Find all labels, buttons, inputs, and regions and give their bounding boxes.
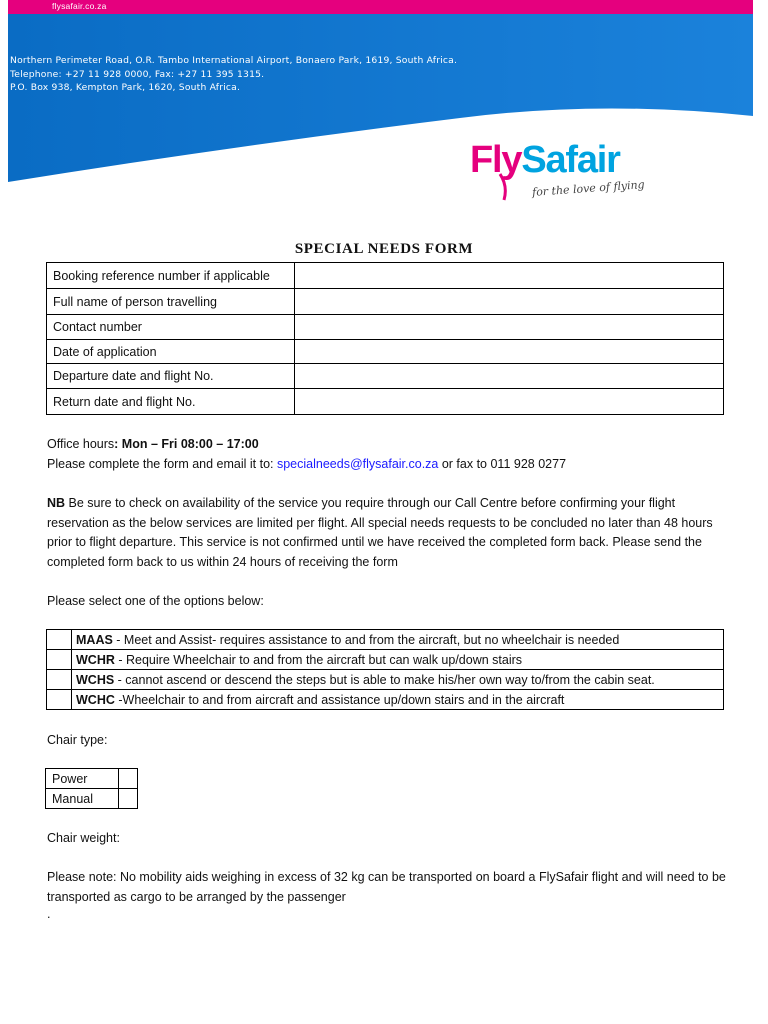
service-options-table xyxy=(46,629,724,710)
nb-text: Be sure to check on availability of the service you require through our Call Centre before confirming your flight reservation as the below services are limited per flight. All special needs requests to be concluded no later than 48 hours prior to flight departure. This service is not confirmed until we have received the completed form back. Please send the completed form back to us within 24 hours of receiving the form xyxy=(47,496,713,569)
trailing-mark: . xyxy=(47,907,51,921)
office-hours: Office hours: Mon – Fri 08:00 – 17:00 xyxy=(47,437,259,451)
field-input[interactable] xyxy=(295,289,724,315)
email-link[interactable]: specialneeds@flysafair.co.za xyxy=(276,456,439,471)
po-box-line: P.O. Box 938, Kempton Park, 1620, South Africa. xyxy=(10,82,241,93)
table-row xyxy=(47,315,724,340)
option-label: WCHR - Require Wheelchair to and from the aircraft but can walk up/down stairs xyxy=(72,650,724,670)
chair-type-option: Manual xyxy=(46,789,119,809)
table-row xyxy=(47,263,724,289)
top-bar xyxy=(8,0,753,14)
option-checkbox[interactable] xyxy=(47,630,72,650)
table-row xyxy=(47,630,724,650)
telephone-line: Telephone: +27 11 928 0000, Fax: +27 11 395 1315. xyxy=(10,68,265,80)
table-row xyxy=(46,769,138,789)
field-label: Return date and flight No. xyxy=(47,389,295,415)
chair-type-checkbox[interactable] xyxy=(119,789,138,809)
field-label: Full name of person travelling xyxy=(47,289,295,315)
field-label: Departure date and flight No. xyxy=(47,364,295,389)
field-label: Contact number xyxy=(47,315,295,340)
select-prompt: Please select one of the options below: xyxy=(47,594,264,608)
address-line: Northern Perimeter Road, O.R. Tambo International Airport, Bonaero Park, 1619, South Africa. xyxy=(10,55,458,66)
table-row xyxy=(47,364,724,389)
field-input[interactable] xyxy=(295,389,724,415)
header-banner xyxy=(0,0,768,200)
logo-tagline: for the love of flying xyxy=(531,178,646,199)
table-row xyxy=(47,340,724,364)
option-checkbox[interactable] xyxy=(47,690,72,710)
option-label: WCHC -Wheelchair to and from aircraft and assistance up/down stairs and in the aircraft xyxy=(72,690,724,710)
table-row xyxy=(47,670,724,690)
table-row xyxy=(47,650,724,670)
option-label: MAAS - Meet and Assist- requires assistance to and from the aircraft, but no wheelchair is needed xyxy=(72,630,724,650)
field-label: Booking reference number if applicable xyxy=(47,263,295,289)
chair-type-table xyxy=(45,768,138,809)
chair-type-label: Chair type: xyxy=(47,733,108,747)
table-row xyxy=(46,789,138,809)
table-row xyxy=(47,289,724,315)
nb-paragraph xyxy=(47,494,727,572)
website-url[interactable]: flysafair.co.za xyxy=(52,1,107,11)
chair-weight-label: Chair weight: xyxy=(47,831,120,845)
company-address xyxy=(10,54,457,95)
option-checkbox[interactable] xyxy=(47,650,72,670)
table-row xyxy=(47,690,724,710)
option-label: WCHS - cannot ascend or descend the steps but is able to make his/her own way to/from the cabin seat. xyxy=(72,670,724,690)
logo-wordmark: FlySafair xyxy=(470,139,620,181)
chair-type-checkbox[interactable] xyxy=(119,769,138,789)
chair-type-option: Power xyxy=(46,769,119,789)
field-input[interactable] xyxy=(295,315,724,340)
booking-details-table xyxy=(46,262,724,415)
field-input[interactable] xyxy=(295,263,724,289)
nb-label: NB xyxy=(47,496,66,510)
field-label: Date of application xyxy=(47,340,295,364)
field-input[interactable] xyxy=(295,364,724,389)
option-checkbox[interactable] xyxy=(47,670,72,690)
flysafair-logo xyxy=(470,138,645,208)
contact-info xyxy=(47,435,727,474)
field-input[interactable] xyxy=(295,340,724,364)
form-title: SPECIAL NEEDS FORM xyxy=(294,241,474,257)
table-row xyxy=(47,389,724,415)
mobility-aid-note: Please note: No mobility aids weighing in excess of 32 kg can be transported on board a FlySafair flight and will need to be transported as cargo to be arranged by the passenger xyxy=(47,870,726,904)
email-instructions: Please complete the form and email it to: specialneeds@flysafair.co.za or fax to 011 928 0277 xyxy=(47,456,567,471)
logo-swoosh-icon xyxy=(498,172,528,202)
